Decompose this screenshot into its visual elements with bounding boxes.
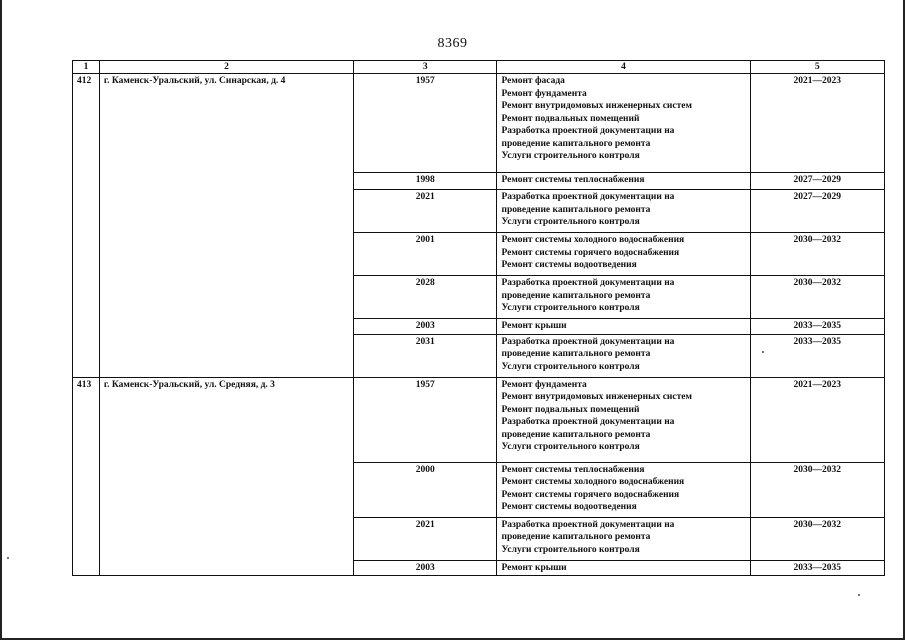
work-item: проведение капитального ремонта [501,532,651,542]
works-cell [497,319,750,335]
work-item: Ремонт фасада [501,76,565,86]
work-item: проведение капитального ремонта [501,204,651,215]
year-cell: 2001 [354,233,497,276]
work-item: Разработка проектной документации на [501,126,675,136]
work-item: Ремонт внутридомовых инженерных систем [501,101,692,111]
row-number: 412 [73,74,100,378]
work-item: Ремонт системы холодного водоснабжения [501,235,685,245]
row-number: 413 [73,377,100,576]
year-cell: 1957 [354,377,497,462]
work-item: Услуги строительного контроля [501,361,640,372]
scan-speck [7,557,9,559]
table-row [73,377,885,462]
work-item: Услуги строительного контроля [501,544,640,555]
year-cell: 1998 [354,173,497,190]
address-cell: г. Каменск-Уральский, ул. Синарская, д. 4 [99,74,353,378]
works-cell [497,276,750,319]
work-item: Ремонт подвальных помещений [501,404,640,415]
period-cell: 2027—2029 [750,190,884,233]
work-item: Ремонт системы горячего водоснабжения [501,247,680,258]
period-cell: 2030—2032 [750,462,884,517]
period-cell: 2030—2032 [750,517,884,560]
year-cell: 2021 [354,517,497,560]
period-cell: 2021—2023 [750,74,884,173]
works-cell [497,462,750,517]
work-item: Разработка проектной документации на [501,192,675,202]
year-cell: 2003 [354,560,497,576]
address-cell: г. Каменск-Уральский, ул. Средняя, д. 3 [99,377,353,576]
column-header-2: 2 [99,61,353,74]
works-cell [497,173,750,190]
period-cell: 2033—2035 [750,319,884,335]
column-header-1: 1 [73,61,100,74]
work-item: Услуги строительного контроля [501,151,640,161]
work-item: Услуги строительного контроля [501,303,640,313]
period-cell: 2027—2029 [750,173,884,190]
year-cell: 2028 [354,276,497,319]
work-item: Ремонт фундамента [501,88,587,99]
work-item: Разработка проектной документации на [501,519,675,530]
work-item: Разработка проектной документации на [501,278,675,288]
scan-border-left [0,0,2,640]
works-cell [497,517,750,560]
work-item: Ремонт крыши [501,321,567,331]
year-cell: 2003 [354,319,497,335]
column-header-4: 4 [497,61,750,74]
page-number: 8369 [437,36,468,51]
table-body [73,74,885,576]
work-item: Ремонт подвальных помещений [501,113,640,124]
period-cell: 2030—2032 [750,233,884,276]
year-cell: 1957 [354,74,497,173]
period-cell: 2030—2032 [750,276,884,319]
works-cell [497,233,750,276]
works-cell [497,190,750,233]
year-cell: 2031 [354,334,497,377]
period-cell: 2033—2035 [750,560,884,576]
column-header-3: 3 [354,61,497,74]
works-cell [497,560,750,576]
work-item: Ремонт системы теплоснабжения [501,175,645,185]
table-header [73,61,885,74]
work-item: Разработка проектной документации на [501,336,675,347]
scan-speck [858,594,860,596]
work-item: проведение капитального ремонта [501,429,651,440]
works-cell [497,377,750,462]
works-cell [497,334,750,377]
work-item: Разработка проектной документации на [501,417,675,427]
work-item: Ремонт крыши [501,562,567,573]
work-item: проведение капитального ремонта [501,138,651,149]
table-row [73,74,885,173]
work-item: Услуги строительного контроля [501,217,640,227]
work-item: проведение капитального ремонта [501,349,651,359]
work-item: проведение капитального ремонта [501,290,651,301]
work-item: Ремонт внутридомовых инженерных систем [501,392,692,402]
period-cell: 2033—2035 [750,334,884,377]
repair-schedule-table [72,60,885,576]
work-item: Ремонт системы водоотведения [501,260,637,270]
work-item: Ремонт системы теплоснабжения [501,464,645,475]
table-header-row [73,61,885,74]
year-cell: 2000 [354,462,497,517]
period-cell: 2021—2023 [750,377,884,462]
works-cell [497,74,750,173]
column-header-5: 5 [750,61,884,74]
work-item: Ремонт системы горячего водоснабжения [501,489,680,500]
year-cell: 2021 [354,190,497,233]
work-item: Ремонт фундамента [501,379,587,390]
work-item: Ремонт системы водоотведения [501,502,637,512]
work-item: Ремонт системы холодного водоснабжения [501,477,685,487]
work-item: Услуги строительного контроля [501,442,640,452]
